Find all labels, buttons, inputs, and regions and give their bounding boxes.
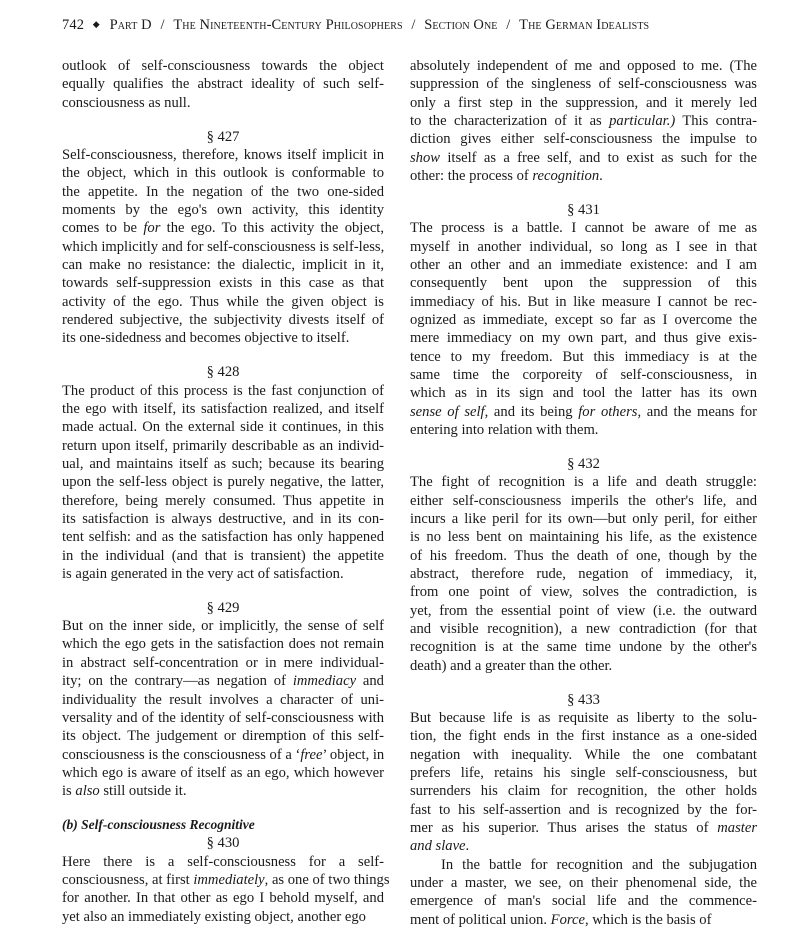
text-line: either self-consciousness imperils the other's life, and xyxy=(410,492,757,509)
text-line: equally qualifies the abstract ideality of such self- xyxy=(62,76,384,93)
text-line: the object, which in this outlook is conformable to xyxy=(62,165,384,182)
paragraph-432 xyxy=(410,473,757,675)
text-line: upon the self-less object is purely negative, the latter, xyxy=(62,474,384,491)
text-line: negation with inequality. While the one combatant xyxy=(410,746,757,763)
part-label: Part D xyxy=(109,17,152,33)
paragraph-427 xyxy=(62,146,384,348)
text-line: tion, the fight ends in the first instance as a one-sided xyxy=(410,728,757,745)
text-line: myself in another individual, so long as I see in that xyxy=(410,238,757,255)
text-line: yet, from the essential point of view (i.e. the outward xyxy=(410,602,757,619)
text-line: same time the corporeity of self-consciousness, in xyxy=(410,367,757,383)
text-line: its satisfaction is always destructive, and in its con- xyxy=(62,510,384,527)
text-line: ognized as immediate, except so far as I overcome the xyxy=(410,311,757,328)
separator: / xyxy=(506,17,511,33)
text-line: Here there is a self-consciousness for a self- xyxy=(62,853,384,870)
text-line: which ego is aware of itself as an ego, which however xyxy=(62,764,384,781)
separator: / xyxy=(411,17,416,33)
text-line: versality and of the identity of self-consciousness with xyxy=(62,709,384,726)
text-line: therefore, being merely consumed. Thus appetite in xyxy=(62,492,384,509)
text-line: outlook of self-consciousness towards the object xyxy=(62,58,384,74)
section-label: Section One xyxy=(424,17,498,33)
text-line: yet also an immediately existing object, another ego xyxy=(62,908,366,925)
text-line: ual, and maintains itself as such; because its bearing xyxy=(62,455,384,472)
text-line: Self-consciousness, therefore, knows itself implicit in xyxy=(62,146,384,163)
paragraph-433-second xyxy=(410,856,757,929)
text-line: show itself as a free self, and to exist as such for the xyxy=(410,149,757,166)
text-line: from one point of view, solves the contradiction, is xyxy=(410,584,757,601)
text-line: which as in its sign and tool the latter has its own xyxy=(410,385,757,402)
text-line: other: the process of recognition. xyxy=(410,168,603,185)
text-line: consciousness, at first immediately, as one of two things xyxy=(62,872,390,889)
text-line: tent selfish: and as the satisfaction has only happened xyxy=(62,529,384,546)
paragraph-433 xyxy=(410,709,757,856)
left-column xyxy=(62,57,390,926)
text-line: mer as his superior. Thus arises the status of master xyxy=(410,819,757,836)
text-line: of his freedom. Thus the death of one, though by the xyxy=(410,547,757,564)
text-line: ity; on the contrary—as negation of immediacy and xyxy=(62,673,384,690)
text-line: incurs a like peril for its own—but only peril, for either xyxy=(410,510,757,527)
text-line: ment of political union. Force, which is the basis of xyxy=(410,911,712,928)
text-line: abstract, therefore rude, negation of immediacy, it, xyxy=(410,565,757,582)
text-line: in abstract self-concentration or in mere individual- xyxy=(62,654,384,671)
text-line: to the characterization of it as particular.) This contra- xyxy=(410,113,757,130)
text-line: diction gives either self-consciousness the impulse to xyxy=(410,131,757,148)
text-line: is also still outside it. xyxy=(62,783,187,800)
text-line: moments by the ego's own activity, this identity xyxy=(62,201,384,218)
text-line: and visible recognition), a new contradiction (for that xyxy=(410,620,757,637)
text-line: entering into relation with them. xyxy=(410,422,599,439)
text-line: its object. The judgement or diremption of this self- xyxy=(62,728,384,745)
text-line: consciousness is the consciousness of a ‘free’ object, in xyxy=(62,746,385,763)
book-title: The Nineteenth-Century Philosophers xyxy=(173,17,403,33)
text-line: emergence of man's social life and the commence- xyxy=(410,893,757,910)
text-line: made actual. On the external side it continues, in this xyxy=(62,419,384,436)
text-line: for another. In that other as ego I behold myself, and xyxy=(62,890,384,907)
text-line: return upon itself, primarily describable as an individ- xyxy=(62,437,384,454)
text-line: its one-sidedness and becomes objective to itself. xyxy=(62,330,350,347)
text-line: surrenders his claim for recognition, the other holds xyxy=(410,783,757,800)
text-line: rendered subjective, the subjectivity divests itself of xyxy=(62,311,384,328)
text-line: mere immediacy on my own part, and thus give exis- xyxy=(410,330,757,347)
text-line: In the battle for recognition and the subjugation xyxy=(441,856,757,873)
section-heading-433: § 433 xyxy=(567,691,600,708)
section-heading-428: § 428 xyxy=(206,364,240,381)
text-line: The fight of recognition is a life and death struggle: xyxy=(410,474,757,491)
text-line: recognition is at the same time undone by the other's xyxy=(410,639,757,656)
intro-paragraph xyxy=(62,57,384,112)
text-line: immediacy of his. But in like measure I cannot be rec- xyxy=(410,293,757,310)
text-line: consequently bent upon the suppression of this xyxy=(410,275,757,292)
text-line: fast to his self-assertion and is recognized by the for- xyxy=(410,801,757,818)
text-line: activity of the ego. Thus while the given object is xyxy=(62,293,384,310)
paragraph-431 xyxy=(410,219,757,439)
running-head xyxy=(62,17,762,37)
text-line: suppression of the singleness of self-consciousness was xyxy=(410,76,757,93)
text-line: prefers life, retains his single self-consciousness, but xyxy=(410,764,757,781)
paragraph-429 xyxy=(62,617,384,800)
right-column xyxy=(410,57,757,929)
text-line: tence to my freedom. But this immediacy is at the xyxy=(410,348,757,365)
text-line: But because life is as requisite as liberty to the solu- xyxy=(410,709,757,726)
text-line: absolutely independent of me and opposed to me. (The xyxy=(410,58,757,74)
text-line: death) and a greater than the other. xyxy=(410,657,613,674)
text-line: sense of self, and its being for others, and the means for xyxy=(410,403,757,420)
text-line: only a first step in the suppression, and it merely led xyxy=(410,94,757,111)
text-line: which the ego gets in the satisfaction does not remain xyxy=(62,636,384,653)
text-line: The process is a battle. I cannot be aware of me as xyxy=(410,220,757,237)
text-line: in the individual (and that is transient) the appetite xyxy=(62,547,384,564)
chapter-title: The German Idealists xyxy=(519,17,650,33)
section-heading-430: § 430 xyxy=(206,835,240,852)
text-line: and slave. xyxy=(410,838,470,855)
section-heading-432: § 432 xyxy=(567,455,600,472)
text-line: is again generated in the very act of satisfaction. xyxy=(62,565,344,582)
text-line: other an other and an immediate existence: and I am xyxy=(410,256,757,273)
text-line: the appetite. In the negation of the two one-sided xyxy=(62,183,384,200)
text-line: individuality the result involves a character of uni- xyxy=(62,691,384,708)
text-line: consciousness as null. xyxy=(62,94,191,111)
text-line: the ego with itself, its satisfaction realized, and itself xyxy=(62,400,384,417)
text-line: can make no resistance: the dialectic, implicit in it, xyxy=(62,256,384,273)
paragraph-430 xyxy=(62,853,390,926)
text-line: comes to be for the ego. To this activity the object, xyxy=(62,220,384,237)
paragraph-428 xyxy=(62,382,384,584)
text-line: which implicitly and for self-consciousness is self-less, xyxy=(62,238,385,255)
section-heading-429: § 429 xyxy=(206,599,240,616)
text-line: under a master, we see, on their phenomenal side, the xyxy=(410,874,757,891)
text-line: is no less bent on maintaining his life, as the existence xyxy=(410,529,757,546)
text-line: towards self-suppression exists in this case as that xyxy=(62,275,384,292)
separator: / xyxy=(160,17,165,33)
paragraph-430-continued xyxy=(410,57,757,185)
page-number: 742 xyxy=(62,17,85,33)
text-line: The product of this process is the fast conjunction of xyxy=(62,382,384,399)
section-heading-427: § 427 xyxy=(206,128,240,145)
section-heading-431: § 431 xyxy=(567,201,600,218)
diamond-ornament-icon: ◆ xyxy=(92,19,100,29)
subsection-heading: (b) Self-consciousness Recognitive xyxy=(62,817,255,833)
text-line: But on the inner side, or implicitly, the sense of self xyxy=(62,618,384,635)
